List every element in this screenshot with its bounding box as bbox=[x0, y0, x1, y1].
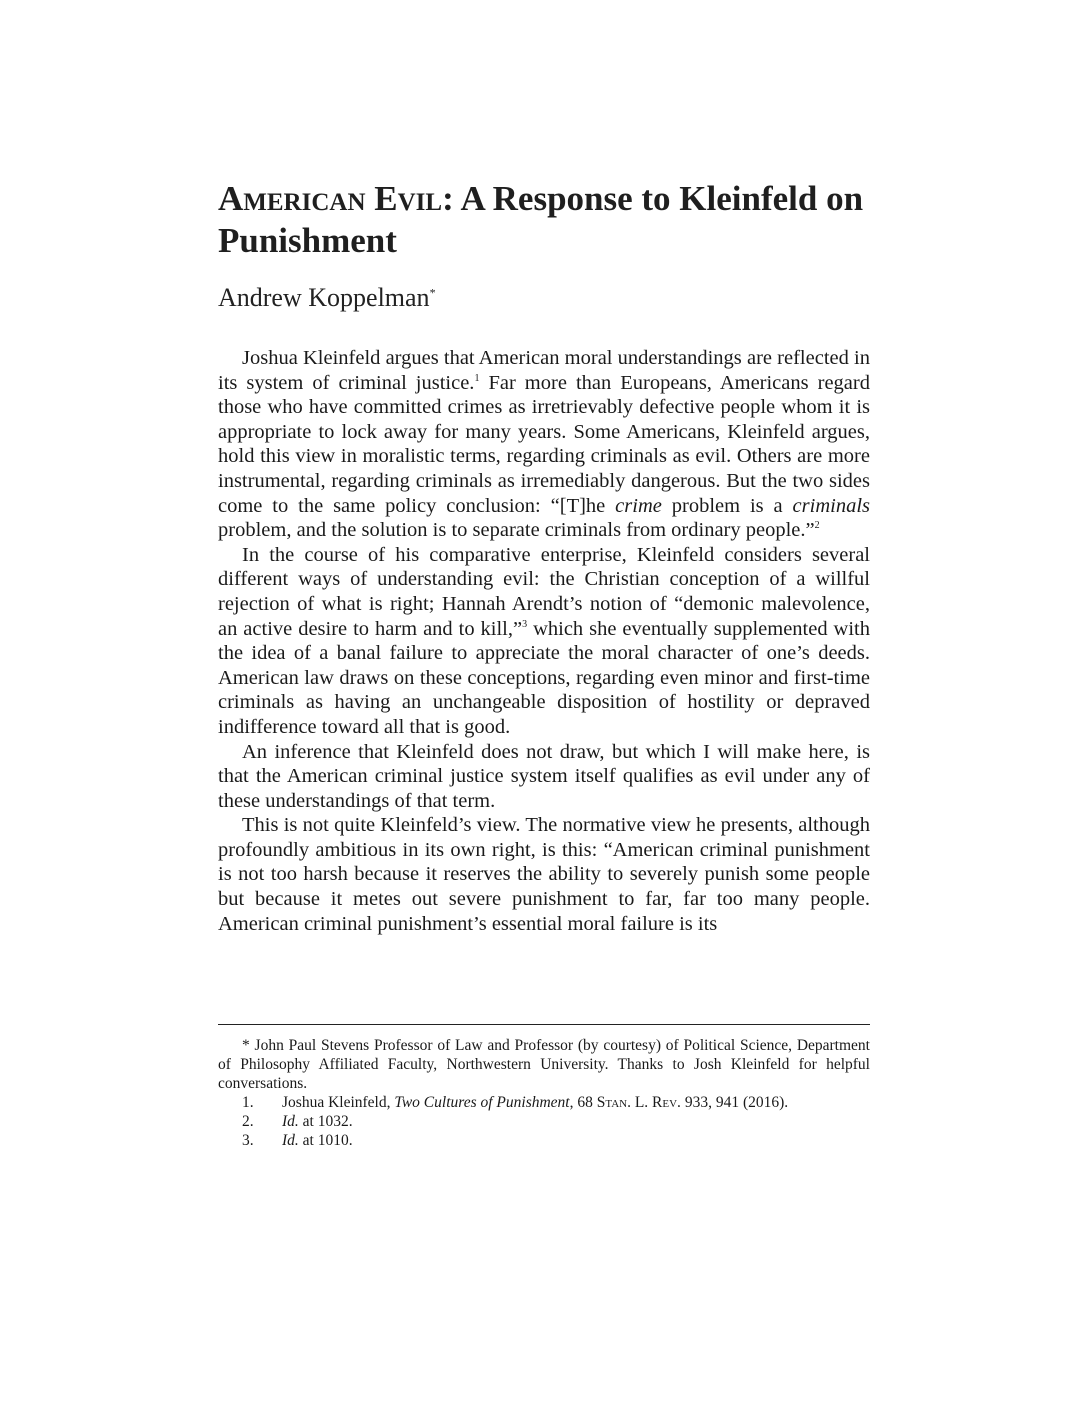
article-title bbox=[218, 178, 878, 262]
paragraph-1-italic-criminals: criminals bbox=[792, 494, 870, 517]
footnote-2-id: Id. bbox=[282, 1113, 299, 1130]
title-small-caps-american: American bbox=[218, 179, 366, 218]
footnote-1 bbox=[218, 1093, 870, 1112]
footnote-1-author: Joshua Kleinfeld, bbox=[282, 1094, 395, 1111]
title-small-caps-evil: Evil bbox=[374, 179, 443, 218]
paragraph-2-text-a: In the course of his comparative enterprise, Kleinfeld considers several different ways of understanding evil: the Christian conception of a willful rejection of what is right; Hannah Arendt’s notion of “demonic malevolence, an active desire to harm and to kill,” bbox=[218, 543, 870, 640]
footnote-ref-1: 1 bbox=[474, 372, 480, 384]
footnote-author: * John Paul Stevens Professor of Law and Professor (by courtesy) of Political Science, Department of Philosophy Affiliated Faculty, Northwestern University. Thanks to Josh Kleinfeld for helpful conversations. bbox=[218, 1037, 870, 1092]
footnote-text bbox=[282, 1131, 870, 1150]
footnote-number: 2. bbox=[242, 1113, 254, 1130]
paragraph-1-italic-crime: crime bbox=[615, 494, 662, 517]
paragraph-1-text-d: problem, and the solution is to separate criminals from ordinary people.” bbox=[218, 519, 815, 542]
footnote-3-pages: at 1010. bbox=[298, 1132, 353, 1149]
article-body bbox=[218, 346, 870, 936]
author-footnote-mark: * bbox=[429, 285, 436, 300]
footnote-ref-2: 2 bbox=[814, 520, 820, 532]
title-rest: : A Response to Kleinfeld on Punishment bbox=[218, 179, 864, 260]
paragraph-1-text-c: problem is a bbox=[661, 494, 793, 517]
footnote-2 bbox=[218, 1112, 870, 1131]
paragraph-1-text-b: Far more than Europeans, Americans regard those who have committed crimes as irretrievably defective people whom it is appropriate to lock away for many years. Some Americans, Kleinfeld argues, hold this view in moralistic terms, regarding criminals as evil. Others are more instrumental, regarding criminals as irremediably dangerous. But the two sides come to the same policy conclusion: “[T]he bbox=[218, 371, 870, 517]
paragraph-4: This is not quite Kleinfeld’s view. The normative view he presents, although profoundly ambitious in its own right, is this: “American criminal punishment is not too harsh because it reserves the ability to severely punish some people but because it metes out severe punishment to far, far too many people. American criminal punishment’s essential moral failure is its bbox=[218, 814, 870, 935]
footnote-1-journal: Stan. L. Rev. bbox=[596, 1094, 681, 1111]
paragraph-2 bbox=[218, 543, 870, 740]
footnote-1-volume: , 68 bbox=[569, 1094, 597, 1111]
author-name: Andrew Koppelman bbox=[218, 283, 430, 312]
footnote-3-id: Id. bbox=[282, 1132, 299, 1149]
paragraph-2-text-b: which she eventually supplemented with the idea of a banal failure to appreciate the moral character of one’s deeds. American law draws on these conceptions, regarding even minor and first-time criminals as having an unchangeable disposition of hostility or depraved indifference toward all that is good. bbox=[218, 617, 871, 738]
footnotes bbox=[218, 1036, 870, 1150]
paragraph-1 bbox=[218, 346, 870, 543]
footnote-separator bbox=[218, 1024, 870, 1025]
footnote-text bbox=[282, 1093, 870, 1112]
footnote-1-pages: 933, 941 (2016). bbox=[680, 1094, 789, 1111]
author-line bbox=[218, 282, 436, 314]
paragraph-3: An inference that Kleinfeld does not draw, but which I will make here, is that the American criminal justice system itself qualifies as evil under any of these understandings of that term. bbox=[218, 740, 870, 812]
footnote-2-pages: at 1032. bbox=[298, 1113, 353, 1130]
footnote-number: 1. bbox=[242, 1094, 254, 1111]
paragraph-1-text-a: Joshua Kleinfeld argues that American moral understandings are reflected in its system of criminal justice. bbox=[218, 347, 870, 394]
footnote-3 bbox=[218, 1131, 870, 1150]
footnote-1-article-title: Two Cultures of Punishment bbox=[394, 1094, 570, 1111]
footnote-ref-3: 3 bbox=[522, 618, 528, 630]
footnote-number: 3. bbox=[242, 1132, 254, 1149]
footnote-text bbox=[282, 1112, 870, 1131]
